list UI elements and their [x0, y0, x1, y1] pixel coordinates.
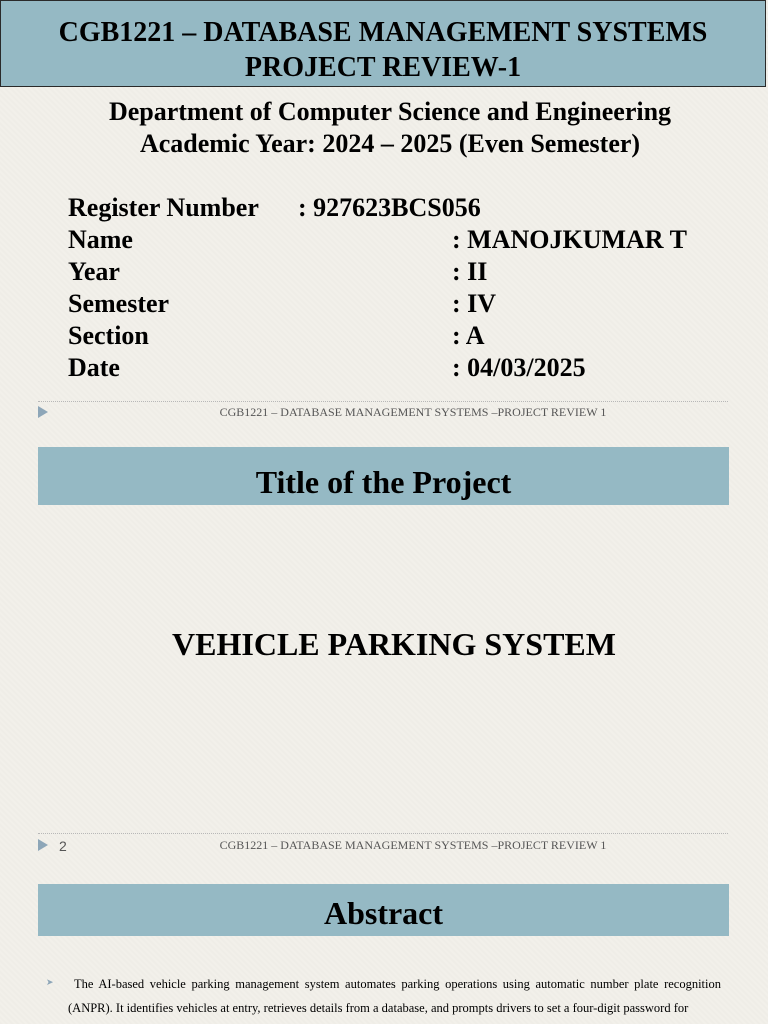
- section-label: Section: [68, 321, 149, 350]
- register-value: : 927623BCS056: [298, 193, 481, 222]
- name-label: Name: [68, 225, 133, 254]
- page-number: 2: [59, 838, 67, 854]
- header-banner: [0, 0, 766, 87]
- slide-footer: CGB1221 – DATABASE MANAGEMENT SYSTEMS –PROJECT REVIEW 1: [219, 405, 607, 419]
- register-label: Register Number: [68, 193, 259, 222]
- year-value: : II: [452, 257, 488, 286]
- abstract-paragraph: The AI-based vehicle parking management system automates parking operations using automatic number plate recognition (ANPR). It identifies vehicles at entry, retrieves details from a database, and prompts drivers to set a four-digit password for: [68, 977, 721, 1015]
- name-value: : MANOJKUMAR T: [452, 225, 687, 254]
- divider: [38, 833, 728, 834]
- academic-year: Academic Year: 2024 – 2025 (Even Semester): [139, 129, 641, 158]
- slide-heading: Abstract: [323, 895, 444, 931]
- divider: [38, 401, 728, 402]
- slide-heading: Title of the Project: [255, 464, 512, 500]
- semester-value: : IV: [452, 289, 497, 318]
- header-title-line2: PROJECT REVIEW-1: [244, 52, 522, 83]
- slide-footer: CGB1221 – DATABASE MANAGEMENT SYSTEMS –PROJECT REVIEW 1: [219, 838, 607, 852]
- department-block: [0, 96, 768, 160]
- year-label: Year: [68, 257, 120, 286]
- date-value: : 04/03/2025: [452, 353, 586, 382]
- department-name: Department of Computer Science and Engineering: [108, 97, 672, 126]
- section-value: : A: [452, 321, 485, 350]
- project-title: VEHICLE PARKING SYSTEM: [172, 626, 616, 662]
- title-of-project-bar: [38, 447, 729, 505]
- abstract-bar: [38, 884, 729, 936]
- header-title-line1: CGB1221 – DATABASE MANAGEMENT SYSTEMS: [58, 17, 708, 48]
- date-label: Date: [68, 353, 120, 382]
- semester-label: Semester: [68, 289, 170, 318]
- arrowhead-bullet-icon: ➤: [46, 977, 54, 987]
